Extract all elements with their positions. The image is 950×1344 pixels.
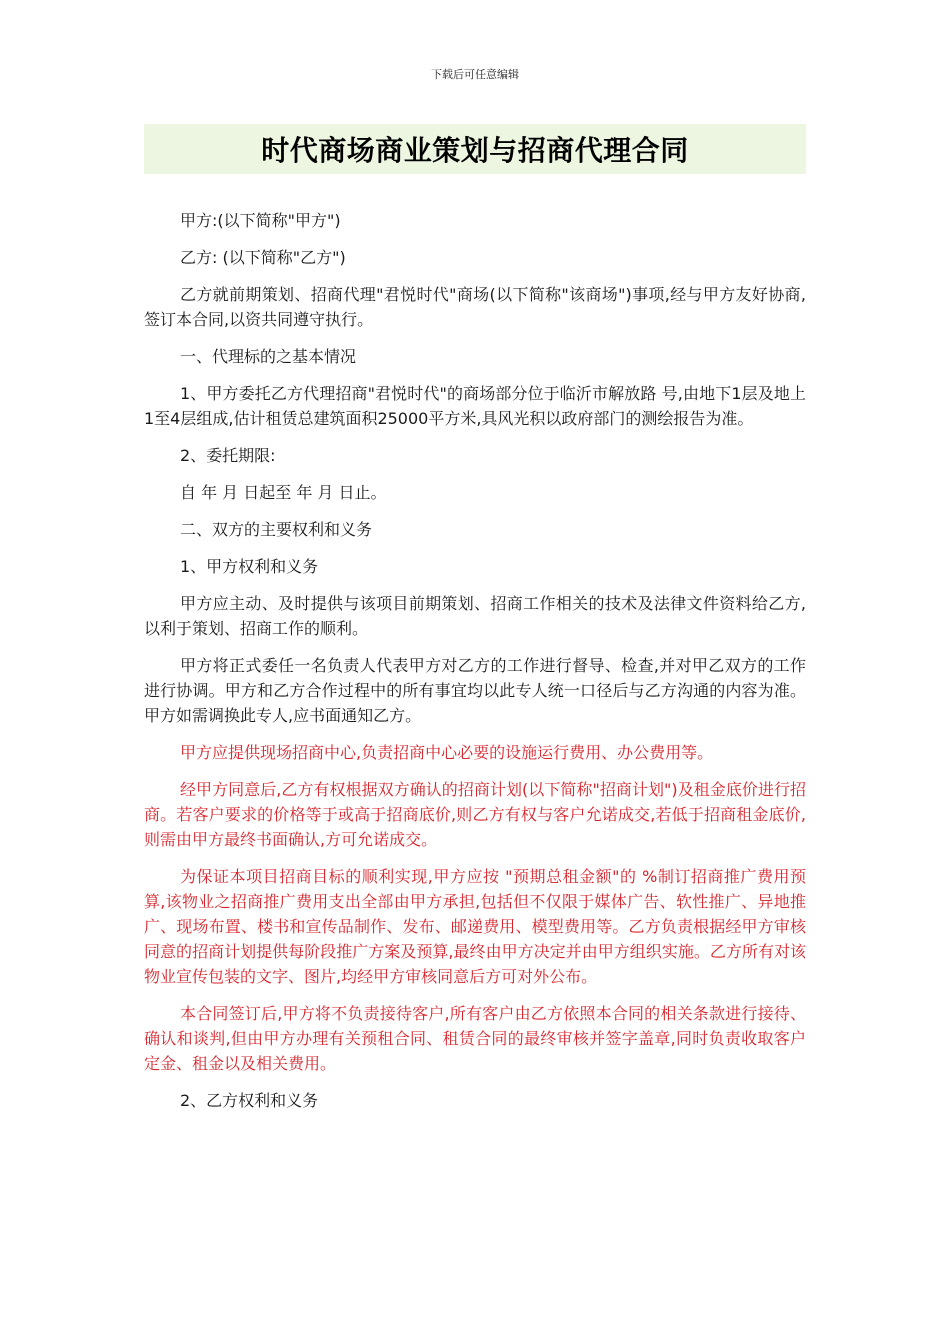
paragraph-party-a-duty-1: 甲方应主动、及时提供与该项目前期策划、招商工作相关的技术及法律文件资料给乙方,以利于策划、招商工作的顺利。 [144,594,806,638]
subsection-heading-party-a: 1、甲方权利和义务 [180,557,319,576]
section-heading-1: 一、代理标的之基本情况 [180,347,357,366]
document-title: 时代商场商业策划与招商代理合同 [261,134,689,167]
paragraph-party-b: 乙方: (以下简称"乙方") [180,248,346,267]
paragraph-term-dates: 自 年 月 日起至 年 月 日止。 [180,483,387,502]
paragraph-preamble: 乙方就前期策划、招商代理"君悦时代"商场(以下简称"该商场")事项,经与甲方友好协商,签订本合同,以资共同遵守执行。 [144,285,806,329]
paragraph-clause-1-1: 1、甲方委托乙方代理招商"君悦时代"的商场部分位于临沂市解放路 号,由地下1层及地上1至4层组成,估计租赁总建筑面积25000平方米,具风光积以政府部门的测绘报告为准。 [144,384,806,428]
page-header-note: 下载后可任意编辑 [431,68,519,81]
section-heading-2: 二、双方的主要权利和义务 [180,520,373,539]
paragraph-party-a-duty-2: 甲方将正式委任一名负责人代表甲方对乙方的工作进行督导、检查,并对甲乙双方的工作进行协调。甲方和乙方合作过程中的所有事宜均以此专人统一口径后与乙方沟通的内容为准。甲方如需调换此专人,应书面通知乙方。 [144,656,806,725]
paragraph-party-a-duty-4: 经甲方同意后,乙方有权根据双方确认的招商计划(以下简称"招商计划")及租金底价进行招商。若客户要求的价格等于或高于招商底价,则乙方有权与客户允诺成交,若低于招商租金底价,则需由甲方最终书面确认,方可允诺成交。 [144,780,806,849]
document-body [144,208,806,1125]
paragraph-clause-1-2: 2、委托期限: [180,446,276,465]
paragraph-party-a-duty-6: 本合同签订后,甲方将不负责接待客户,所有客户由乙方依照本合同的相关条款进行接待、确认和谈判,但由甲方办理有关预租合同、租赁合同的最终审核并签字盖章,同时负责收取客户定金、租金以及相关费用。 [144,1004,806,1073]
subsection-heading-party-b: 2、乙方权利和义务 [180,1091,319,1110]
title-band [144,124,806,174]
paragraph-party-a-duty-3: 甲方应提供现场招商中心,负责招商中心必要的设施运行费用、办公费用等。 [180,743,714,762]
paragraph-party-a: 甲方:(以下简称"甲方") [180,211,341,230]
paragraph-party-a-duty-5: 为保证本项目招商目标的顺利实现,甲方应按 "预期总租金额"的 %制订招商推广费用预算,该物业之招商推广费用支出全部由甲方承担,包括但不仅限于媒体广告、软性推广、异地推广、现场布置、楼书和宣传品制作、发布、邮递费用、模型费用等。乙方负责根据经甲方审核同意的招商计划提供每阶段推广方案及预算,最终由甲方决定并由甲方组织实施。乙方所有对该物业宣传包装的文字、图片,均经甲方审核同意后方可对外公布。 [144,867,806,986]
